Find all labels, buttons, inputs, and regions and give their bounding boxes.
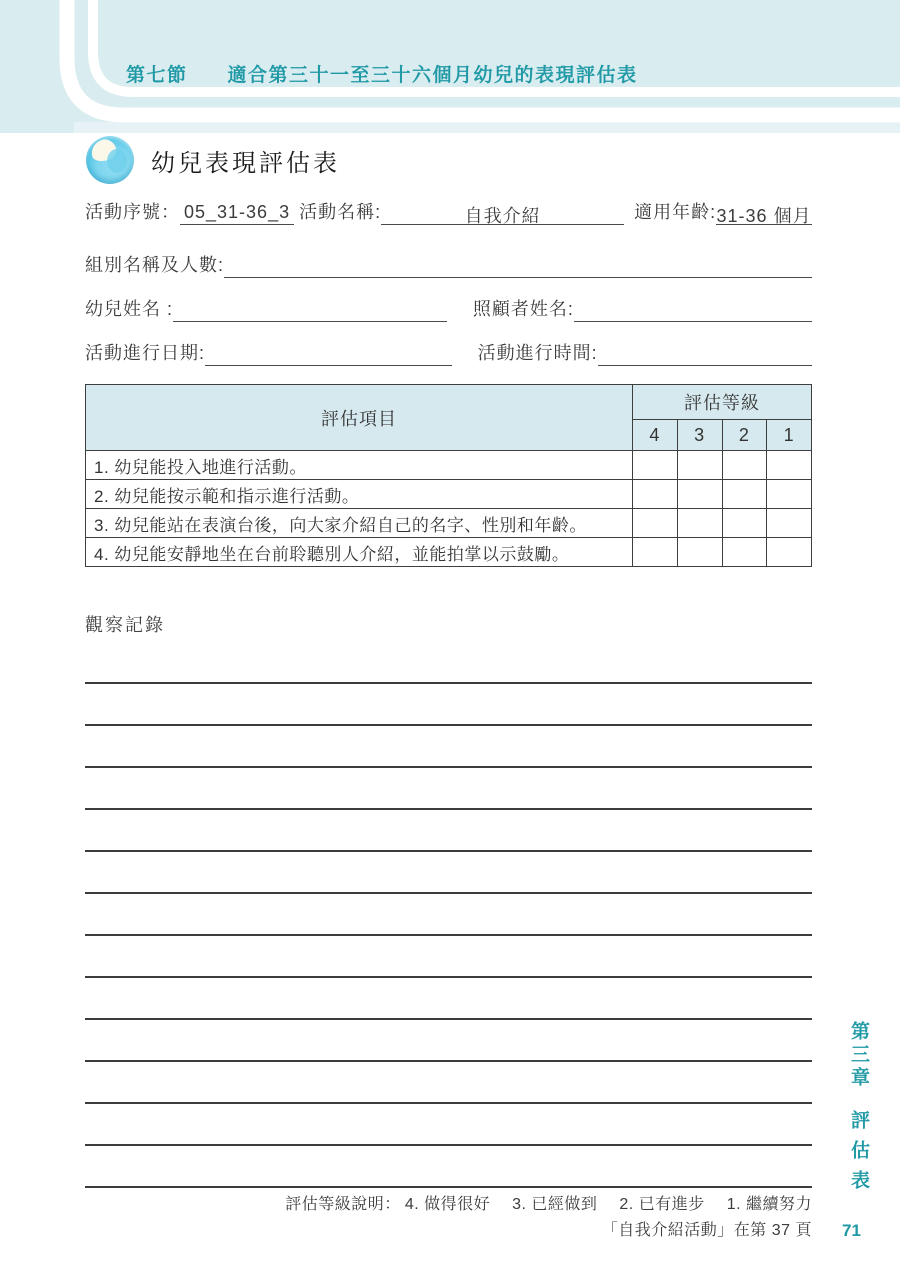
rating-level-2: 2	[722, 420, 767, 451]
group-field	[224, 255, 812, 278]
observation-ruled-lines	[85, 682, 812, 1228]
form-line-group	[85, 254, 812, 278]
item-column-header: 評估項目	[86, 385, 633, 451]
age-value: 31-36 個月	[716, 202, 812, 225]
section-heading	[126, 60, 638, 87]
page-header-band	[0, 0, 900, 133]
table-header-row	[86, 385, 812, 420]
rating-cell	[722, 509, 767, 538]
title-row	[86, 136, 340, 184]
caregiver-field	[574, 299, 812, 322]
ruled-line	[85, 1060, 812, 1062]
rating-cell	[722, 480, 767, 509]
ruled-line	[85, 892, 812, 894]
time-field	[598, 343, 812, 366]
ruled-line	[85, 1144, 812, 1146]
item-text: 2. 幼兒能按示範和指示進行活動。	[86, 480, 633, 509]
ruled-line	[85, 766, 812, 768]
table-row	[86, 451, 812, 480]
rating-cell	[767, 480, 812, 509]
ruled-line	[85, 934, 812, 936]
legend-item: 2. 已有進步	[619, 1196, 705, 1213]
activity-name-label: 活動名稱:	[299, 202, 382, 222]
bubble-icon	[86, 136, 134, 184]
ruled-line	[85, 1102, 812, 1104]
legend-item: 3. 已經做到	[512, 1196, 598, 1213]
group-label: 組別名稱及人數:	[85, 255, 225, 275]
rating-cell	[677, 451, 722, 480]
rating-legend	[85, 1191, 812, 1214]
form-line-activity	[85, 201, 812, 225]
form-line-names	[85, 298, 812, 322]
chapter-section-label: 評估表	[848, 1110, 869, 1200]
ruled-line	[85, 1186, 812, 1188]
activity-name-value: 自我介紹	[381, 202, 624, 225]
child-name-field	[173, 299, 447, 322]
rating-cell	[633, 480, 678, 509]
rating-level-4: 4	[633, 420, 678, 451]
section-number: 第七節	[126, 65, 188, 86]
ruled-line	[85, 976, 812, 978]
form-line-datetime	[85, 342, 812, 366]
item-text: 1. 幼兒能投入地進行活動。	[86, 451, 633, 480]
table-row	[86, 538, 812, 567]
table-row	[86, 509, 812, 538]
item-text: 4. 幼兒能安靜地坐在台前聆聽別人介紹，並能拍掌以示鼓勵。	[86, 538, 633, 567]
rating-level-3: 3	[677, 420, 722, 451]
rating-column-header: 評估等級	[633, 385, 812, 420]
table-row	[86, 480, 812, 509]
age-label: 適用年齡:	[634, 202, 717, 222]
rating-cell	[722, 538, 767, 567]
rating-cell	[767, 509, 812, 538]
rating-cell	[767, 451, 812, 480]
rating-level-1: 1	[767, 420, 812, 451]
activity-no-label: 活動序號：	[85, 202, 180, 222]
section-title-text: 適合第三十一至三十六個月幼兒的表現評估表	[227, 65, 638, 86]
assessment-table	[85, 384, 812, 567]
rating-cell	[633, 451, 678, 480]
ruled-line	[85, 850, 812, 852]
page-number: 71	[842, 1221, 861, 1240]
ruled-line	[85, 808, 812, 810]
rating-cell	[633, 538, 678, 567]
rating-cell	[677, 538, 722, 567]
item-text: 3. 幼兒能站在表演台後，向大家介紹自己的名字、性別和年齡。	[86, 509, 633, 538]
rating-cell	[633, 509, 678, 538]
activity-no-value: 05_31-36_3	[180, 202, 294, 225]
legend-label: 評估等級說明：	[285, 1196, 401, 1213]
observation-label: 觀察記錄	[85, 615, 165, 635]
ruled-line	[85, 1018, 812, 1020]
rating-cell	[677, 509, 722, 538]
date-field	[205, 343, 452, 366]
activity-reference: 「自我介紹活動」在第 37 頁	[601, 1222, 812, 1239]
rating-cell	[677, 480, 722, 509]
ruled-line	[85, 724, 812, 726]
page-title: 幼兒表現評估表	[151, 149, 340, 177]
legend-item: 4. 做得很好	[404, 1196, 491, 1213]
ruled-line	[85, 682, 812, 684]
legend-item: 1. 繼續努力	[726, 1196, 812, 1213]
chapter-side-tab	[845, 1021, 872, 1200]
caregiver-label: 照顧者姓名:	[472, 299, 574, 319]
date-label: 活動進行日期:	[85, 343, 206, 363]
child-name-label: 幼兒姓名 :	[85, 299, 174, 319]
rating-cell	[722, 451, 767, 480]
chapter-label: 第三章	[848, 1021, 869, 1090]
rating-cell	[767, 538, 812, 567]
time-label: 活動進行時間:	[477, 343, 598, 363]
